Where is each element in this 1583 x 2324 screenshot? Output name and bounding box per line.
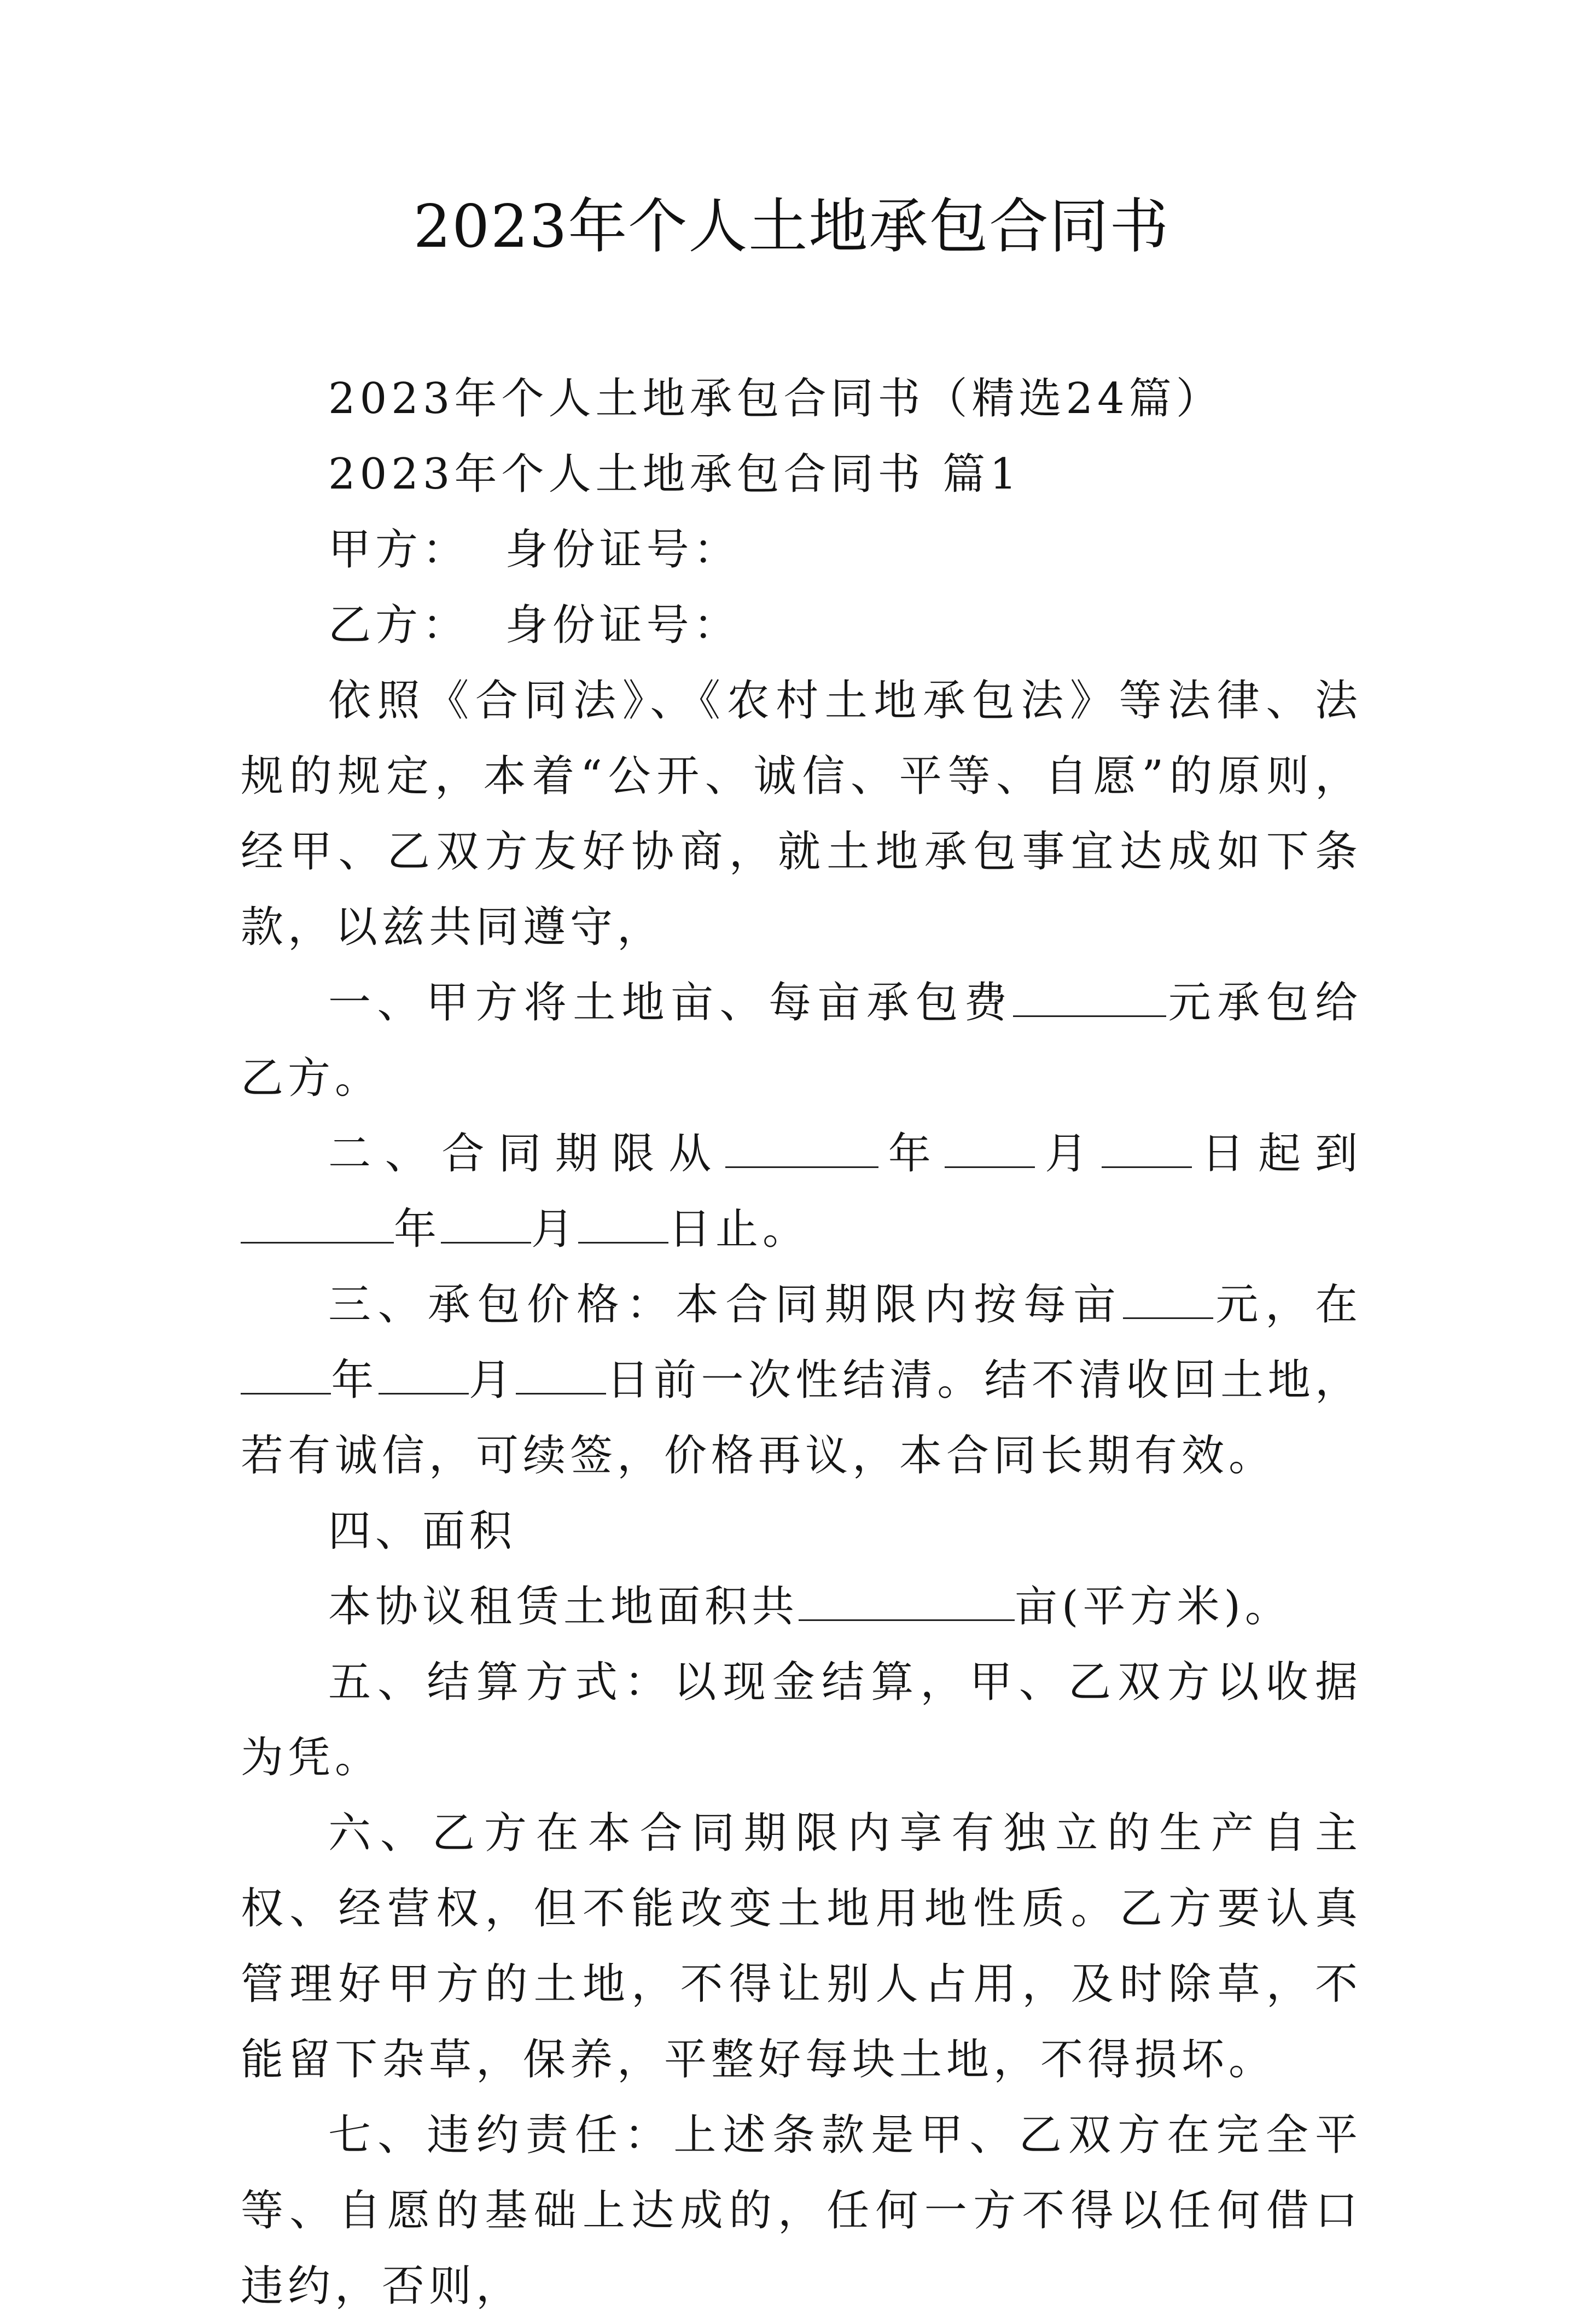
clause-4-text-a: 本协议租赁土地面积共 bbox=[328, 1582, 799, 1631]
blank-pay-day bbox=[516, 1355, 606, 1395]
clause-2-text-e: 年 bbox=[394, 1205, 441, 1254]
blank-pay-month bbox=[379, 1355, 469, 1395]
document-body bbox=[241, 361, 1362, 2324]
blank-end-year bbox=[241, 1204, 394, 1244]
clause-2 bbox=[241, 1116, 1362, 1267]
blank-end-month bbox=[441, 1204, 531, 1244]
clause-2-text-c: 月 bbox=[1035, 1129, 1102, 1178]
blank-start-day bbox=[1102, 1128, 1192, 1168]
clause-2-text-d: 日起到 bbox=[1191, 1129, 1362, 1178]
party-b-line: 乙方： 身份证号： bbox=[328, 601, 741, 650]
clause-6: 六、乙方在本合同期限内享有独立的生产自主权、经营权，但不能改变土地用地性质。乙方要认真管理好甲方的土地，不得让别人占用，及时除草，不能留下杂草，保养，平整好每块土地，不得损坏。 bbox=[241, 1809, 1362, 2084]
clause-3 bbox=[241, 1267, 1362, 1494]
clause-2-text-g: 日止。 bbox=[668, 1205, 810, 1254]
clause-4-text-b: 亩(平方米)。 bbox=[1015, 1582, 1292, 1631]
clause-3-text-b: 元，在 bbox=[1213, 1280, 1362, 1329]
clause-1-text-b: 元承包给乙方。 bbox=[241, 978, 1362, 1103]
clause-7: 七、违约责任：上述条款是甲、乙双方在完全平等、自愿的基础上达成的，任何一方不得以任何借口违约，否则， bbox=[241, 2111, 1362, 2311]
blank-fee-per-mu bbox=[1013, 977, 1166, 1017]
clause-5: 五、结算方式：以现金结算，甲、乙双方以收据为凭。 bbox=[241, 1658, 1362, 1782]
clause-3-text-e: 日前一次性结清。结不清收回土地，若有诚信，可续签，价格再议，本合同长期有效。 bbox=[241, 1356, 1362, 1480]
intro-paragraph: 依照《合同法》、《农村土地承包法》等法律、法规的规定，本着“公开、诚信、平等、自愿”的原则，经甲、乙双方友好协商，就土地承包事宜达成如下条款，以兹共同遵守， bbox=[241, 676, 1362, 952]
clause-2-text-b: 年 bbox=[878, 1129, 945, 1178]
clause-2-text-f: 月 bbox=[531, 1205, 579, 1254]
clause-1 bbox=[241, 965, 1362, 1116]
section-heading: 2023年个人土地承包合同书 篇1 bbox=[328, 450, 1021, 499]
blank-start-month bbox=[945, 1128, 1035, 1168]
party-a-line: 甲方： 身份证号： bbox=[328, 525, 741, 574]
blank-price-per-mu bbox=[1123, 1279, 1213, 1319]
clause-3-text-c: 年 bbox=[331, 1356, 379, 1405]
blank-end-day bbox=[578, 1204, 668, 1244]
clause-4-heading: 四、面积 bbox=[328, 1507, 517, 1556]
clause-1-text-a: 一、甲方将土地亩、每亩承包费 bbox=[328, 978, 1014, 1027]
blank-start-year bbox=[725, 1128, 878, 1168]
blank-area bbox=[799, 1581, 1015, 1621]
clause-3-text-d: 月 bbox=[468, 1356, 516, 1405]
blank-pay-year bbox=[241, 1355, 331, 1395]
document-subtitle: 2023年个人土地承包合同书（精选24篇） bbox=[328, 374, 1223, 423]
document-title: 2023年个人土地承包合同书 bbox=[413, 193, 1170, 261]
clause-3-text-a: 三、承包价格：本合同期限内按每亩 bbox=[328, 1280, 1123, 1329]
clause-2-text-a: 二、合同期限从 bbox=[328, 1129, 725, 1178]
clause-4 bbox=[241, 1569, 1362, 1645]
